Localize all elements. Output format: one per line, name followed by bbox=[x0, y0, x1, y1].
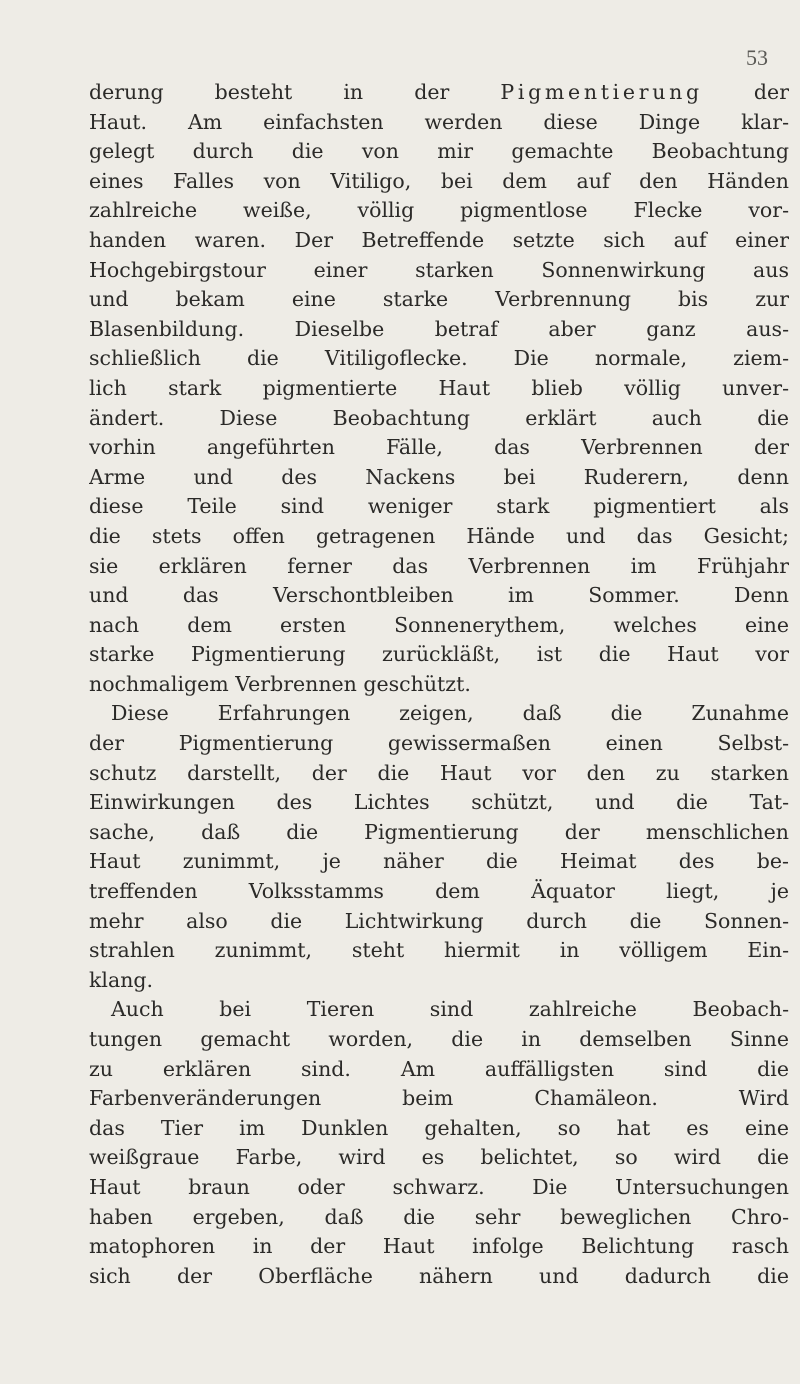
text-line bbox=[89, 285, 789, 315]
text-line bbox=[89, 1203, 789, 1233]
text-line bbox=[89, 344, 789, 374]
text-line-content: weißgraue Farbe, wird es belichtet, so wird die bbox=[89, 1145, 789, 1170]
text-line bbox=[89, 1173, 789, 1203]
text-line-content: und das Verschontbleiben im Sommer. Denn bbox=[89, 583, 789, 608]
text-line-content: Arme und des Nackens bei Ruderern, denn bbox=[89, 464, 789, 489]
text-line bbox=[89, 108, 789, 138]
text-line bbox=[89, 463, 789, 493]
text-line-content: Einwirkungen des Lichtes schützt, und die Tat- bbox=[89, 790, 789, 815]
text-line bbox=[89, 877, 789, 907]
text-line-content: mehr also die Lichtwirkung durch die Sonnen- bbox=[89, 908, 789, 933]
text-line-content: gelegt durch die von mir gemachte Beobachtung bbox=[89, 139, 789, 164]
text-line-content: und bekam eine starke Verbrennung bis zur bbox=[89, 287, 789, 312]
text-line bbox=[89, 196, 789, 226]
text-line-content: haben ergeben, daß die sehr beweglichen Chro- bbox=[89, 1204, 789, 1229]
text-line-content: strahlen zunimmt, steht hiermit in völligem Ein- bbox=[89, 938, 789, 963]
text-line bbox=[89, 1262, 789, 1292]
text-line bbox=[89, 226, 789, 256]
text-line-content: der bbox=[702, 80, 789, 104]
text-line-content: die stets offen getragenen Hände und das Gesicht; bbox=[89, 523, 789, 548]
text-line-content: treffenden Volksstamms dem Äquator liegt, je bbox=[89, 879, 789, 904]
text-line bbox=[89, 1143, 789, 1173]
text-line bbox=[89, 907, 789, 937]
text-line bbox=[89, 818, 789, 848]
text-line-content: eines Falles von Vitiligo, bei dem auf den Händen bbox=[89, 168, 789, 193]
text-line-content: handen waren. Der Betreffende setzte sich auf einer bbox=[89, 227, 789, 252]
text-line bbox=[89, 552, 789, 582]
page-number: 53 bbox=[746, 45, 768, 70]
text-line bbox=[89, 759, 789, 789]
text-line-content: derung besteht in der bbox=[89, 80, 501, 104]
text-line-content: sich der Oberfläche nähern und dadurch die bbox=[89, 1263, 789, 1288]
text-line-content: matophoren in der Haut infolge Belichtung rasch bbox=[89, 1234, 789, 1259]
text-line-content: Haut zunimmt, je näher die Heimat des be- bbox=[89, 849, 789, 874]
text-line-content: nach dem ersten Sonnenerythem, welches eine bbox=[89, 612, 789, 637]
text-line bbox=[89, 404, 789, 434]
text-line-content: sie erklären ferner das Verbrennen im Frühjahr bbox=[89, 553, 789, 578]
text-line-content: nochmaligem Verbrennen geschützt. bbox=[89, 671, 471, 696]
text-line-content: schutz darstellt, der die Haut vor den zu starken bbox=[89, 760, 789, 785]
text-line bbox=[89, 729, 789, 759]
text-line-content: Haut. Am einfachsten werden diese Dinge klar- bbox=[89, 109, 789, 134]
text-line bbox=[89, 966, 789, 996]
text-line bbox=[89, 640, 789, 670]
text-line bbox=[89, 137, 789, 167]
text-line-content: vorhin angeführten Fälle, das Verbrennen der bbox=[89, 435, 789, 460]
text-line bbox=[89, 995, 789, 1025]
text-line-content: zu erklären sind. Am auffälligsten sind die bbox=[89, 1056, 789, 1081]
text-line-content: sache, daß die Pigmentierung der menschlichen bbox=[89, 819, 789, 844]
text-line bbox=[89, 670, 789, 700]
text-line bbox=[89, 1025, 789, 1055]
body-text bbox=[89, 78, 789, 1291]
text-line-content: Haut braun oder schwarz. Die Untersuchungen bbox=[89, 1174, 789, 1199]
emphasized-term: Pigmentierung bbox=[500, 80, 703, 104]
text-line bbox=[89, 581, 789, 611]
text-line bbox=[89, 492, 789, 522]
text-line-content: ändert. Diese Beobachtung erklärt auch die bbox=[89, 405, 789, 430]
text-line bbox=[89, 1114, 789, 1144]
text-line bbox=[89, 167, 789, 197]
text-line-content: Farbenveränderungen beim Chamäleon. Wird bbox=[89, 1086, 789, 1111]
text-line-content: der Pigmentierung gewissermaßen einen Selbst- bbox=[89, 731, 789, 756]
text-line bbox=[89, 1055, 789, 1085]
text-line bbox=[89, 611, 789, 641]
text-line-content: Diese Erfahrungen zeigen, daß die Zunahme bbox=[111, 701, 789, 726]
text-line-content: lich stark pigmentierte Haut blieb völlig unver- bbox=[89, 375, 789, 400]
text-line-content: klang. bbox=[89, 967, 154, 992]
text-line-content: Blasenbildung. Dieselbe betraf aber ganz aus- bbox=[89, 316, 789, 341]
text-line bbox=[89, 1084, 789, 1114]
text-line bbox=[89, 78, 789, 108]
text-line bbox=[89, 936, 789, 966]
text-line-content: Hochgebirgstour einer starken Sonnenwirkung aus bbox=[89, 257, 789, 282]
text-line-content: das Tier im Dunklen gehalten, so hat es eine bbox=[89, 1115, 789, 1140]
text-line-content: schließlich die Vitiligoflecke. Die normale, ziem- bbox=[89, 346, 789, 371]
text-line bbox=[89, 374, 789, 404]
text-line bbox=[89, 433, 789, 463]
text-line-content: Auch bei Tieren sind zahlreiche Beobach- bbox=[111, 997, 789, 1022]
text-line bbox=[89, 1232, 789, 1262]
text-line-content: starke Pigmentierung zurückläßt, ist die Haut vor bbox=[89, 642, 789, 667]
text-line-content: tungen gemacht worden, die in demselben Sinne bbox=[89, 1027, 789, 1051]
text-line bbox=[89, 847, 789, 877]
text-line bbox=[89, 522, 789, 552]
text-line bbox=[89, 315, 789, 345]
text-line-content: diese Teile sind weniger stark pigmentiert als bbox=[89, 494, 789, 519]
text-line bbox=[89, 788, 789, 818]
text-line-content: zahlreiche weiße, völlig pigmentlose Flecke vor- bbox=[89, 198, 789, 223]
text-line bbox=[89, 256, 789, 286]
text-line bbox=[89, 699, 789, 729]
